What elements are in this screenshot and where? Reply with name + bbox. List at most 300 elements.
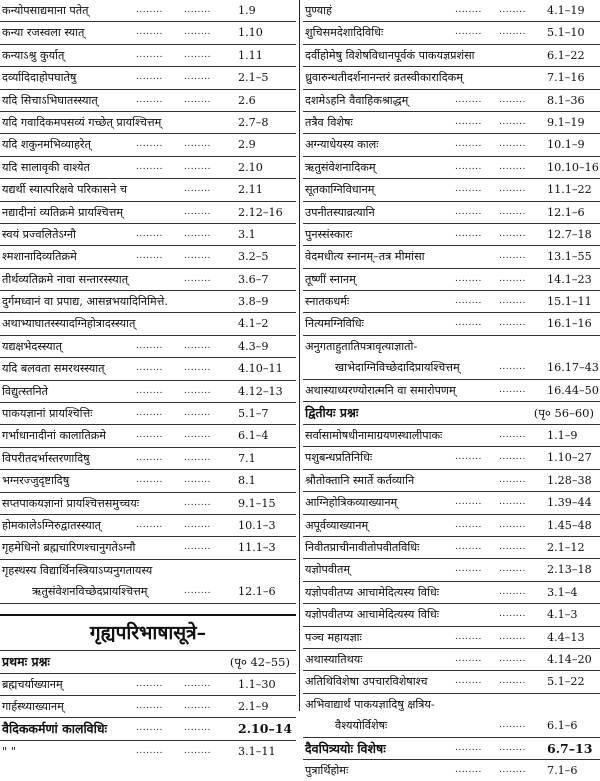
index-row [303,291,600,313]
entry-title: " " [2,744,16,758]
leader-dots: ........ [499,5,526,15]
entry-reference: 1.1–9 [547,429,578,443]
entry-title: कन्याऽश्रु कुर्यात् [2,48,65,62]
entry-reference: 2.11 [238,183,263,197]
leader-dots: ........ [455,653,482,664]
entry-title: यदि गवादिकमपसव्यं गच्छेत् प्रायश्चित्तम् [2,115,162,129]
entry-title: अथाभ्याघातस्स्यादग्निहोत्रादस्स्यात् [2,317,136,331]
entry-title-line2: वैश्ययोर्विशेषः [335,719,388,733]
index-row [303,537,600,559]
leader-dots: ........ [499,541,526,552]
index-row [303,313,600,335]
leader-dots: ........ [184,72,211,83]
index-row [0,358,296,380]
leader-dots: ........ [136,408,163,419]
index-row [303,67,600,89]
entry-title: आग्निहोत्रिकव्याख्यानम् [305,496,398,510]
entry-title: ऋतुसंवेशनादिकम् [305,160,376,174]
leader-dots: ........ [455,206,482,217]
leader-dots: ........ [184,542,211,553]
entry-title: उपनीतस्याव्रत्यानि [305,205,375,219]
leader-dots: ........ [184,206,211,217]
leader-dots: ........ [455,139,482,150]
entry-reference: 4.12–13 [238,384,283,398]
leader-dots: ........ [184,5,211,15]
entry-title: यदि सिचाऽभिघातस्स्यात् [2,93,98,107]
leader-dots: ........ [184,678,211,689]
section-spacer [0,604,296,614]
index-row-wrapped-line1 [303,336,600,357]
leader-dots: ........ [499,384,526,395]
entry-title: श्मशानादिव्यतिक्रमे [2,250,77,264]
entry-title: गार्हस्थ्याख्यानम् [2,699,64,713]
index-row [0,741,296,762]
entry-reference: 8.1 [238,474,256,488]
leader-dots: ........ [184,452,211,463]
section-heading [0,651,296,674]
entry-reference: 3.2–5 [238,250,269,264]
leader-dots: ........ [499,653,526,664]
entry-reference: 9.1–19 [547,115,585,129]
index-row-wrapped-line1 [303,694,600,715]
leader-dots: ........ [455,5,482,15]
index-row [0,202,296,224]
leader-dots: ........ [136,700,163,711]
entry-title: यदि शकुनमभिव्याहरेत् [2,138,91,152]
entry-title: श्रौतोक्तानि स्मार्ते कर्तव्यानि [305,473,415,487]
entry-reference: 10.1–9 [547,138,585,152]
leader-dots: ........ [184,228,211,239]
index-row [0,67,296,89]
entry-reference: 12.1–6 [547,205,585,219]
leader-dots: ........ [184,273,211,284]
index-row-wrapped-line1 [0,560,296,581]
leader-dots: ........ [136,745,163,756]
leader-dots: ........ [499,430,526,441]
index-row [0,246,296,268]
entry-title: गर्भाधानादीनां कालातिक्रमे [2,429,106,443]
leader-dots: ........ [455,184,482,195]
entry-title: पशुबन्धप्रतिनिधिः [305,451,373,465]
leader-dots: ........ [184,94,211,105]
leader-dots: ........ [455,497,482,508]
index-row [303,22,600,44]
index-row-wrapped-line2 [0,581,296,603]
index-row [0,537,296,559]
index-row-wrapped-line2 [303,715,600,737]
leader-dots: ........ [184,745,211,756]
entry-reference: 1.39–44 [547,496,592,510]
leader-dots: ........ [184,27,211,38]
leader-dots: ........ [499,228,526,239]
entry-title: वैदिककर्मणां कालविधिः [2,721,108,737]
entry-reference: 3.8–9 [238,295,269,309]
entry-title: पुनस्संस्कारः [305,227,353,241]
index-row [303,582,600,604]
entry-reference: 3.1–11 [238,744,276,758]
entry-reference: 6.7–13 [547,740,593,756]
leader-dots: ........ [136,430,163,441]
index-row [0,403,296,425]
entry-title: भग्नरज्जुदृष्टादिषु [2,474,70,488]
entry-title: नित्यमग्निविधिः [305,317,364,331]
entry-reference: 15.1–11 [547,295,592,309]
entry-reference: 2.6 [238,93,256,107]
leader-dots: ........ [499,764,526,775]
index-row [303,738,600,760]
leader-dots: ........ [499,631,526,642]
entry-title: दुर्गमध्वानं वा प्रपाद्य, आसन्नभयादिनिमित्ते. [2,295,168,309]
leader-dots: ........ [455,228,482,239]
entry-reference: 4.14–20 [547,652,592,666]
entry-title: यज्ञोपवीतप्य आचामेदित्यस्य विधिः [305,608,440,622]
leader-dots: ........ [455,452,482,463]
index-row [303,269,600,291]
entry-reference: 16.44–50 [547,383,599,397]
leader-dots: ........ [499,586,526,597]
leader-dots: ........ [499,273,526,284]
entry-reference: 5.1–7 [238,407,269,421]
index-row [0,448,296,470]
entry-title: दैवपित्र्ययोः विशेषः [305,740,386,756]
entry-reference: 8.1–36 [547,93,585,107]
index-row [0,224,296,246]
entry-title: सप्तपाकयज्ञानां प्रायश्चित्तसमुच्चयः [2,496,140,510]
index-row [0,515,296,537]
index-row [0,470,296,492]
index-row [303,470,600,492]
leader-dots: ........ [184,430,211,441]
entry-reference: 11.1–3 [238,541,276,555]
entry-reference: 2.1–9 [238,699,269,713]
index-row [303,492,600,514]
leader-dots: ........ [499,564,526,575]
index-row [0,718,296,740]
entry-title: कन्या रजस्वला स्यात् [2,26,85,40]
entry-title: पुत्रार्थिहोमः [305,763,349,777]
entry-reference: 4.1–3 [547,608,578,622]
entry-reference: 13.1–55 [547,250,592,264]
leader-dots: ........ [455,541,482,552]
leader-dots: ........ [136,723,163,734]
entry-reference: 2.7–8 [238,115,269,129]
leader-dots: ........ [455,519,482,530]
entry-reference: 1.1–30 [238,677,276,691]
entry-title: तीर्थव्यतिक्रमे नावा सन्तारस्स्यात् [2,272,129,286]
leader-dots: ........ [499,296,526,307]
entry-reference: 1.45–48 [547,518,592,532]
entry-title: यदि सालावृकी वाश्येत [2,160,90,174]
leader-dots: ........ [184,723,211,734]
entry-reference: 6.1–4 [238,429,269,443]
entry-reference: 2.13–18 [547,563,592,577]
right-column [303,0,600,781]
leader-dots: ........ [184,161,211,172]
index-row [0,269,296,291]
leader-dots: ........ [455,631,482,642]
leader-dots: ........ [455,273,482,284]
entry-reference: 7.1–16 [547,71,585,85]
entry-reference: 3.1 [238,227,256,241]
entry-title: यद्यर्थी स्यात्परिक्षवे परिकासने च [2,183,127,197]
index-row [0,493,296,515]
entry-title: पाकयज्ञानां प्रायश्चित्तिः [2,407,93,421]
entry-title: स्नातकधर्मः [305,295,350,309]
leader-dots: ........ [499,184,526,195]
entry-title: सूतकाग्निविधानम् [305,183,375,197]
entry-title: यज्ञोपवीतप्य आचामेदित्यस्य विधिः [305,585,440,599]
index-row [303,45,600,67]
entry-reference: 1.28–38 [547,473,592,487]
entry-reference: 7.1–6 [547,763,578,777]
index-row [0,179,296,201]
entry-reference: 9.1–15 [238,496,276,510]
entry-title: स्वयं प्रज्वलितेऽग्नौ [2,227,76,241]
entry-reference: 4.3–9 [238,339,269,353]
index-row [0,112,296,134]
leader-dots: ........ [136,49,163,60]
index-row [0,157,296,179]
entry-title-line2: खाभेदाग्निविच्छेदादिप्रायश्चित्तम् [335,361,460,375]
entry-title: दर्व्यादिदाहोपघातेषु [2,71,77,85]
entry-title: गृहमेधिनो ब्रह्मचारिणश्चानुगतेऽग्नौ [2,541,136,555]
leader-dots: ........ [136,475,163,486]
leader-dots: ........ [499,251,526,262]
leader-dots: ........ [184,385,211,396]
leader-dots: ........ [184,49,211,60]
leader-dots: ........ [455,27,482,38]
index-row [303,134,600,156]
leader-dots: ........ [455,764,482,775]
leader-dots: ........ [136,452,163,463]
leader-dots: ........ [136,161,163,172]
leader-dots: ........ [184,139,211,150]
entry-title: अतिथिविशेषा उपचारविशेषाश्च [305,675,428,689]
section-pages: (पृ० 42–55) [229,654,290,669]
entry-reference: 2.9 [238,138,256,152]
entry-title-line1: गृहस्थस्य विद्यार्थिनस्त्रियाऽप्यनुगतायस्य [2,563,153,577]
leader-dots: ........ [455,564,482,575]
leader-dots: ........ [499,609,526,620]
entry-title: यज्ञोपवीतम् [305,563,351,577]
leader-dots: ........ [455,116,482,127]
entry-reference: 4.4–13 [547,630,585,644]
index-row [303,0,600,22]
index-row [0,0,296,22]
entry-title: यद्यक्षभेदस्स्यात् [2,339,62,353]
index-row [303,380,600,402]
entry-title: कन्योपसाद्यमाना पतेत् [2,4,89,17]
entry-reference: 12.1–6 [238,585,276,599]
entry-title-line1: अनुगताहुतातिपत्रावृत्याज्ञातो- [305,339,418,353]
leader-dots: ........ [499,452,526,463]
entry-reference: 5.1–10 [547,26,585,40]
entry-reference: 4.1–19 [547,4,585,17]
leader-dots: ........ [455,94,482,105]
left-column [0,0,296,762]
index-row [0,381,296,403]
index-row [303,157,600,179]
entry-title: अथास्याध्यरण्योरात्मनि वा समारोपणम् [305,383,456,397]
leader-dots: ........ [184,497,211,508]
column-divider [299,0,300,711]
index-row [303,246,600,268]
leader-dots: ........ [184,184,211,195]
entry-reference: 7.1 [238,451,256,465]
index-row [0,45,296,67]
entry-reference: 6.1–22 [547,48,585,62]
section-title: प्रथमः प्रश्नः [2,653,50,669]
section-title: द्वितीयः प्रश्नः [305,405,359,421]
entry-reference: 2.10–14 [238,721,293,737]
index-row [0,134,296,156]
leader-dots: ........ [499,676,526,687]
entry-reference: 10.1–3 [238,518,276,532]
leader-dots: ........ [184,519,211,530]
entry-reference: 4.10–11 [238,362,283,376]
entry-title: तूष्णीं स्नानम् [305,272,356,286]
section-pages: (पृ० 56–60) [533,406,594,421]
entry-title: ध्रुवारुन्धतीदर्शनानन्तरं व्रतस्वीकारादिकम् [305,71,463,85]
entry-title: अग्न्याधेयस्य कालः [305,138,379,152]
leader-dots: ........ [136,385,163,396]
leader-dots: ........ [136,94,163,105]
leader-dots: ........ [455,161,482,172]
entry-title: विद्युत्स्तनिते [2,384,48,398]
entry-title: पञ्च महायज्ञाः [305,630,362,644]
leader-dots: ........ [136,228,163,239]
index-row [303,559,600,581]
leader-dots: ........ [136,519,163,530]
entry-reference: 1.10–27 [547,451,592,465]
leader-dots: ........ [455,676,482,687]
leader-dots: ........ [455,742,482,753]
entry-reference: 4.1–2 [238,317,269,331]
entry-reference: 1.10 [238,26,263,40]
entry-reference: 10.10–16 [547,160,599,174]
entry-reference: 12.7–18 [547,227,592,241]
index-row [303,112,600,134]
entry-reference: 1.9 [238,4,256,17]
index-row [303,671,600,693]
section-heading [303,402,600,425]
index-row [303,604,600,626]
leader-dots: ........ [184,340,211,351]
index-row [303,760,600,781]
leader-dots: ........ [136,27,163,38]
leader-dots: ........ [499,27,526,38]
entry-title: तत्रैव विशेषः [305,115,353,129]
entry-title-line1: अभिवाद्यार्थं पाकयज्ञादिषु क्षत्रिय- [305,697,435,711]
entry-reference: 11.1–22 [547,183,592,197]
index-row [303,515,600,537]
leader-dots: ........ [499,362,526,373]
leader-dots: ........ [136,251,163,262]
entry-title: यदि बलवता समरथस्स्यात् [2,362,105,376]
leader-dots: ........ [184,251,211,262]
index-row [0,336,296,358]
entry-reference: 2.10 [238,160,263,174]
entry-title: ब्रह्मचर्याख्यानम् [2,677,63,691]
leader-dots: ........ [136,72,163,83]
entry-title: अपूर्वव्याख्यानम् [305,518,369,532]
entry-reference: 6.1–6 [547,719,578,733]
index-row [0,22,296,44]
leader-dots: ........ [184,475,211,486]
leader-dots: ........ [184,363,211,374]
entry-title: वेदमधीत्य स्नानम्–तत्र मीमांसा [305,250,425,264]
book-heading: गृह्यपरिभाषासूत्रे– [0,614,296,651]
index-row [303,202,600,224]
leader-dots: ........ [455,296,482,307]
index-row [0,674,296,696]
index-row [303,627,600,649]
index-row [0,696,296,718]
index-row [303,447,600,469]
leader-dots: ........ [499,116,526,127]
entry-reference: 3.1–4 [547,585,578,599]
leader-dots: ........ [499,497,526,508]
entry-title: होमकालेऽग्निरुद्वातस्स्यात् [2,518,102,532]
leader-dots: ........ [499,139,526,150]
entry-reference: 5.1–22 [547,675,585,689]
leader-dots: ........ [499,742,526,753]
entry-reference: 2.12–16 [238,205,283,219]
entry-title: शुचिसमदेशादिविधिः [305,26,384,40]
leader-dots: ........ [136,5,163,15]
entry-reference: 14.1–23 [547,272,592,286]
entry-reference: 16.1–16 [547,317,592,331]
entry-title: नद्यादीनां व्यतिक्रमे प्रायश्चित्तम् [2,205,124,219]
index-row [0,90,296,112]
index-row [0,313,296,335]
entry-reference: 1.11 [238,48,263,62]
entry-title: विपरीतदर्भास्तरणादिषु [2,451,90,465]
entry-reference: 2.1–5 [238,71,269,85]
entry-title: पुण्याहं [305,4,332,17]
entry-title-line2: ऋतुसंवेशनविच्छेदप्रायश्चित्तम् [32,585,148,599]
leader-dots: ........ [184,408,211,419]
leader-dots: ........ [136,363,163,374]
entry-reference: 2.1–12 [547,540,585,554]
leader-dots: ........ [455,318,482,329]
leader-dots: ........ [499,318,526,329]
leader-dots: ........ [136,139,163,150]
leader-dots: ........ [499,474,526,485]
leader-dots: ........ [184,700,211,711]
index-row [303,649,600,671]
entry-title: दशमेऽहनि वैवाहिकश्राद्धम् [305,93,409,107]
index-row [303,425,600,447]
entry-title: दर्वीहोमेषु विशेषविधानपूर्वकं पाकयज्ञप्रशंसा [305,48,475,62]
leader-dots: ........ [499,720,526,731]
leader-dots: ........ [136,678,163,689]
leader-dots: ........ [499,94,526,105]
index-row-wrapped-line2 [303,357,600,379]
entry-reference: 3.6–7 [238,272,269,286]
entry-title: अथास्यातिथयः [305,652,363,666]
index-row [303,224,600,246]
index-row [0,291,296,313]
leader-dots: ........ [499,161,526,172]
index-row [303,90,600,112]
leader-dots: ........ [184,586,211,597]
index-row [303,179,600,201]
entry-title: सर्वासामोषधीनामाग्रयणस्थालीपाकः [305,429,443,443]
index-row [0,425,296,447]
leader-dots: ........ [499,206,526,217]
leader-dots: ........ [499,519,526,530]
